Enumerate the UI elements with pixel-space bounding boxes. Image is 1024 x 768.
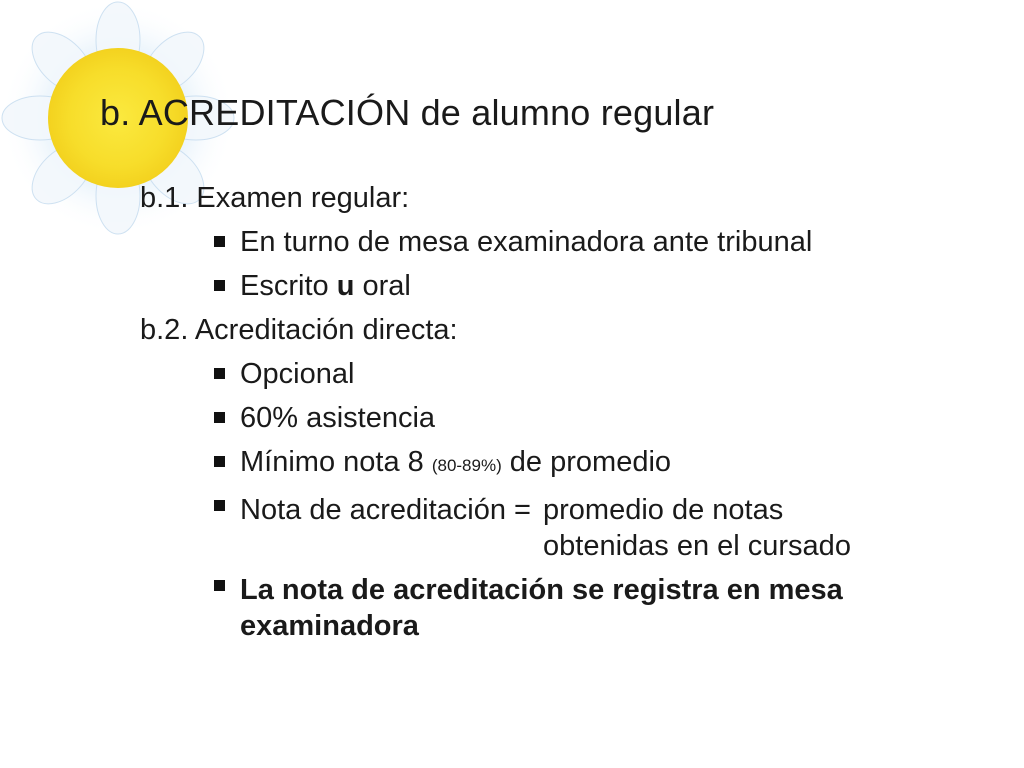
square-bullet-icon [214, 412, 225, 423]
item-text: Opcional [240, 358, 355, 390]
equation-left: Nota de acreditación = [240, 494, 531, 526]
list-item [214, 488, 1000, 568]
equation-right-line-1: promedio de notas [543, 494, 784, 526]
square-bullet-icon [214, 456, 225, 467]
square-bullet-icon [214, 368, 225, 379]
square-bullet-icon [214, 236, 225, 247]
item-text-bold: u [336, 270, 355, 302]
section-heading: b.1. Examen regular: [140, 182, 410, 214]
bullet-list [140, 352, 1000, 644]
item-text-after: de promedio [501, 446, 672, 478]
item-text-bold: La nota de acreditación se registra en mesa examinadora [240, 574, 843, 642]
section-heading: b.2. Acreditación directa: [140, 314, 458, 346]
slide-title: b. ACREDITACIÓN de alumno regular [100, 92, 715, 133]
list-item [214, 264, 1000, 308]
square-bullet-icon [214, 500, 225, 511]
list-item [214, 396, 1000, 440]
item-text: En turno de mesa examinadora ante tribunal [240, 226, 813, 258]
equation-right-line-2: obtenidas en el cursado [543, 530, 851, 562]
equation-row [240, 492, 1000, 564]
bullet-list [140, 220, 1000, 308]
slide-content [140, 176, 1000, 644]
list-item [214, 568, 930, 644]
section-acreditacion-directa [140, 308, 1000, 644]
item-text: 60% asistencia [240, 402, 436, 434]
list-item [214, 440, 1000, 488]
item-text-small: (80-89%) [431, 456, 502, 475]
item-text-before: Mínimo nota 8 [240, 446, 432, 478]
list-item [214, 220, 1000, 264]
square-bullet-icon [214, 280, 225, 291]
list-item [214, 352, 1000, 396]
section-examen-regular [140, 176, 1000, 308]
equation-right [543, 492, 851, 564]
item-text-after: oral [354, 270, 411, 302]
square-bullet-icon [214, 580, 225, 591]
item-text-before: Escrito [240, 270, 337, 302]
